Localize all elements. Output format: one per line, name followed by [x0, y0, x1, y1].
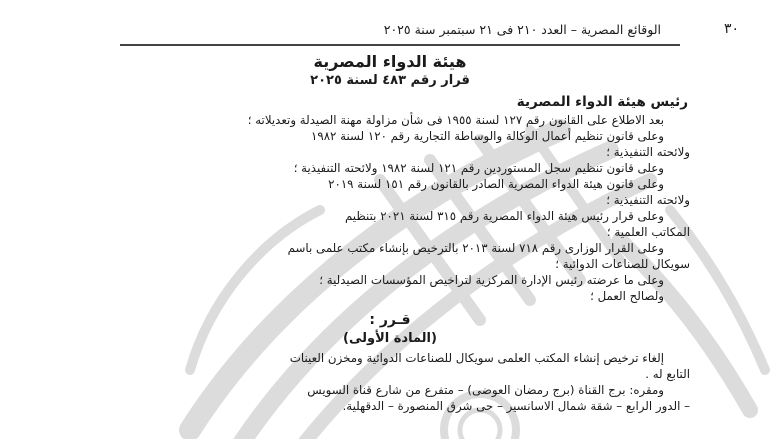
text-line: ولائحته التنفيذية ؛: [606, 193, 690, 207]
text-line: ولصالح العمل ؛: [590, 289, 664, 303]
decided-heading: قـرر :: [369, 312, 411, 328]
text-line: – الدور الرابع – شقة شمال الاسانسير – حى شرق المنصورة – الدقهلية.: [342, 399, 690, 413]
page-number: ٣٠: [723, 21, 739, 37]
decree-body: [90, 52, 690, 414]
gazette-issue-info: الوقائع المصرية – العدد ٢١٠ فى ٢١ سبتمبر سنة ٢٠٢٥: [383, 22, 661, 37]
text-line: وعلى قانون هيئة الدواء المصرية الصادر بالقانون رقم ١٥١ لسنة ٢٠١٩: [328, 177, 664, 191]
header-divider: [120, 44, 680, 46]
article-title: (المادة الأولى): [343, 331, 437, 346]
text-line: ومقره: برج القناة (برج رمضان العوضى) – متفرع من شارع قناة السويس: [307, 383, 664, 397]
text-line: ولائحته التنفيذية ؛: [606, 145, 690, 159]
text-line: بعد الاطلاع على القانون رقم ١٢٧ لسنة ١٩٥٥ فى شأن مزاولة مهنة الصيدلة وتعديلاته ؛: [247, 113, 664, 127]
decree-number: قرار رقم ٤٨٣ لسنة ٢٠٢٥: [310, 73, 470, 88]
organization-title: هيئة الدواء المصرية: [313, 52, 467, 71]
article-one-text: [90, 350, 690, 414]
preamble: [90, 112, 690, 304]
text-line: وعلى قانون تنظيم أعمال الوكالة والوساطة التجارية رقم ١٢٠ لسنة ١٩٨٢: [311, 129, 664, 143]
text-line: وعلى قانون تنظيم سجل المستوردين رقم ١٢١ لسنة ١٩٨٢ ولائحته التنفيذية ؛: [293, 161, 664, 175]
text-line: وعلى القرار الوزارى رقم ٧١٨ لسنة ٢٠١٣ بالترخيص بإنشاء مكتب علمى باسم: [287, 241, 664, 255]
issuer-title: رئيس هيئة الدواء المصرية: [516, 94, 688, 110]
text-line: سويكال للصناعات الدوائية ؛: [555, 257, 690, 271]
text-line: إلغاء ترخيص إنشاء المكتب العلمى سويكال للصناعات الدوائية ومخزن العينات: [289, 351, 664, 365]
text-line: التابع له .: [645, 367, 690, 381]
text-line: المكاتب العلمية ؛: [606, 225, 690, 239]
running-header: [20, 19, 759, 45]
text-line: وعلى قرار رئيس هيئة الدواء المصرية رقم ٣١٥ لسنة ٢٠٢١ بتنظيم: [344, 209, 664, 223]
text-line: وعلى ما عرضته رئيس الإدارة المركزية لتراخيص المؤسسات الصيدلية ؛: [319, 273, 664, 287]
